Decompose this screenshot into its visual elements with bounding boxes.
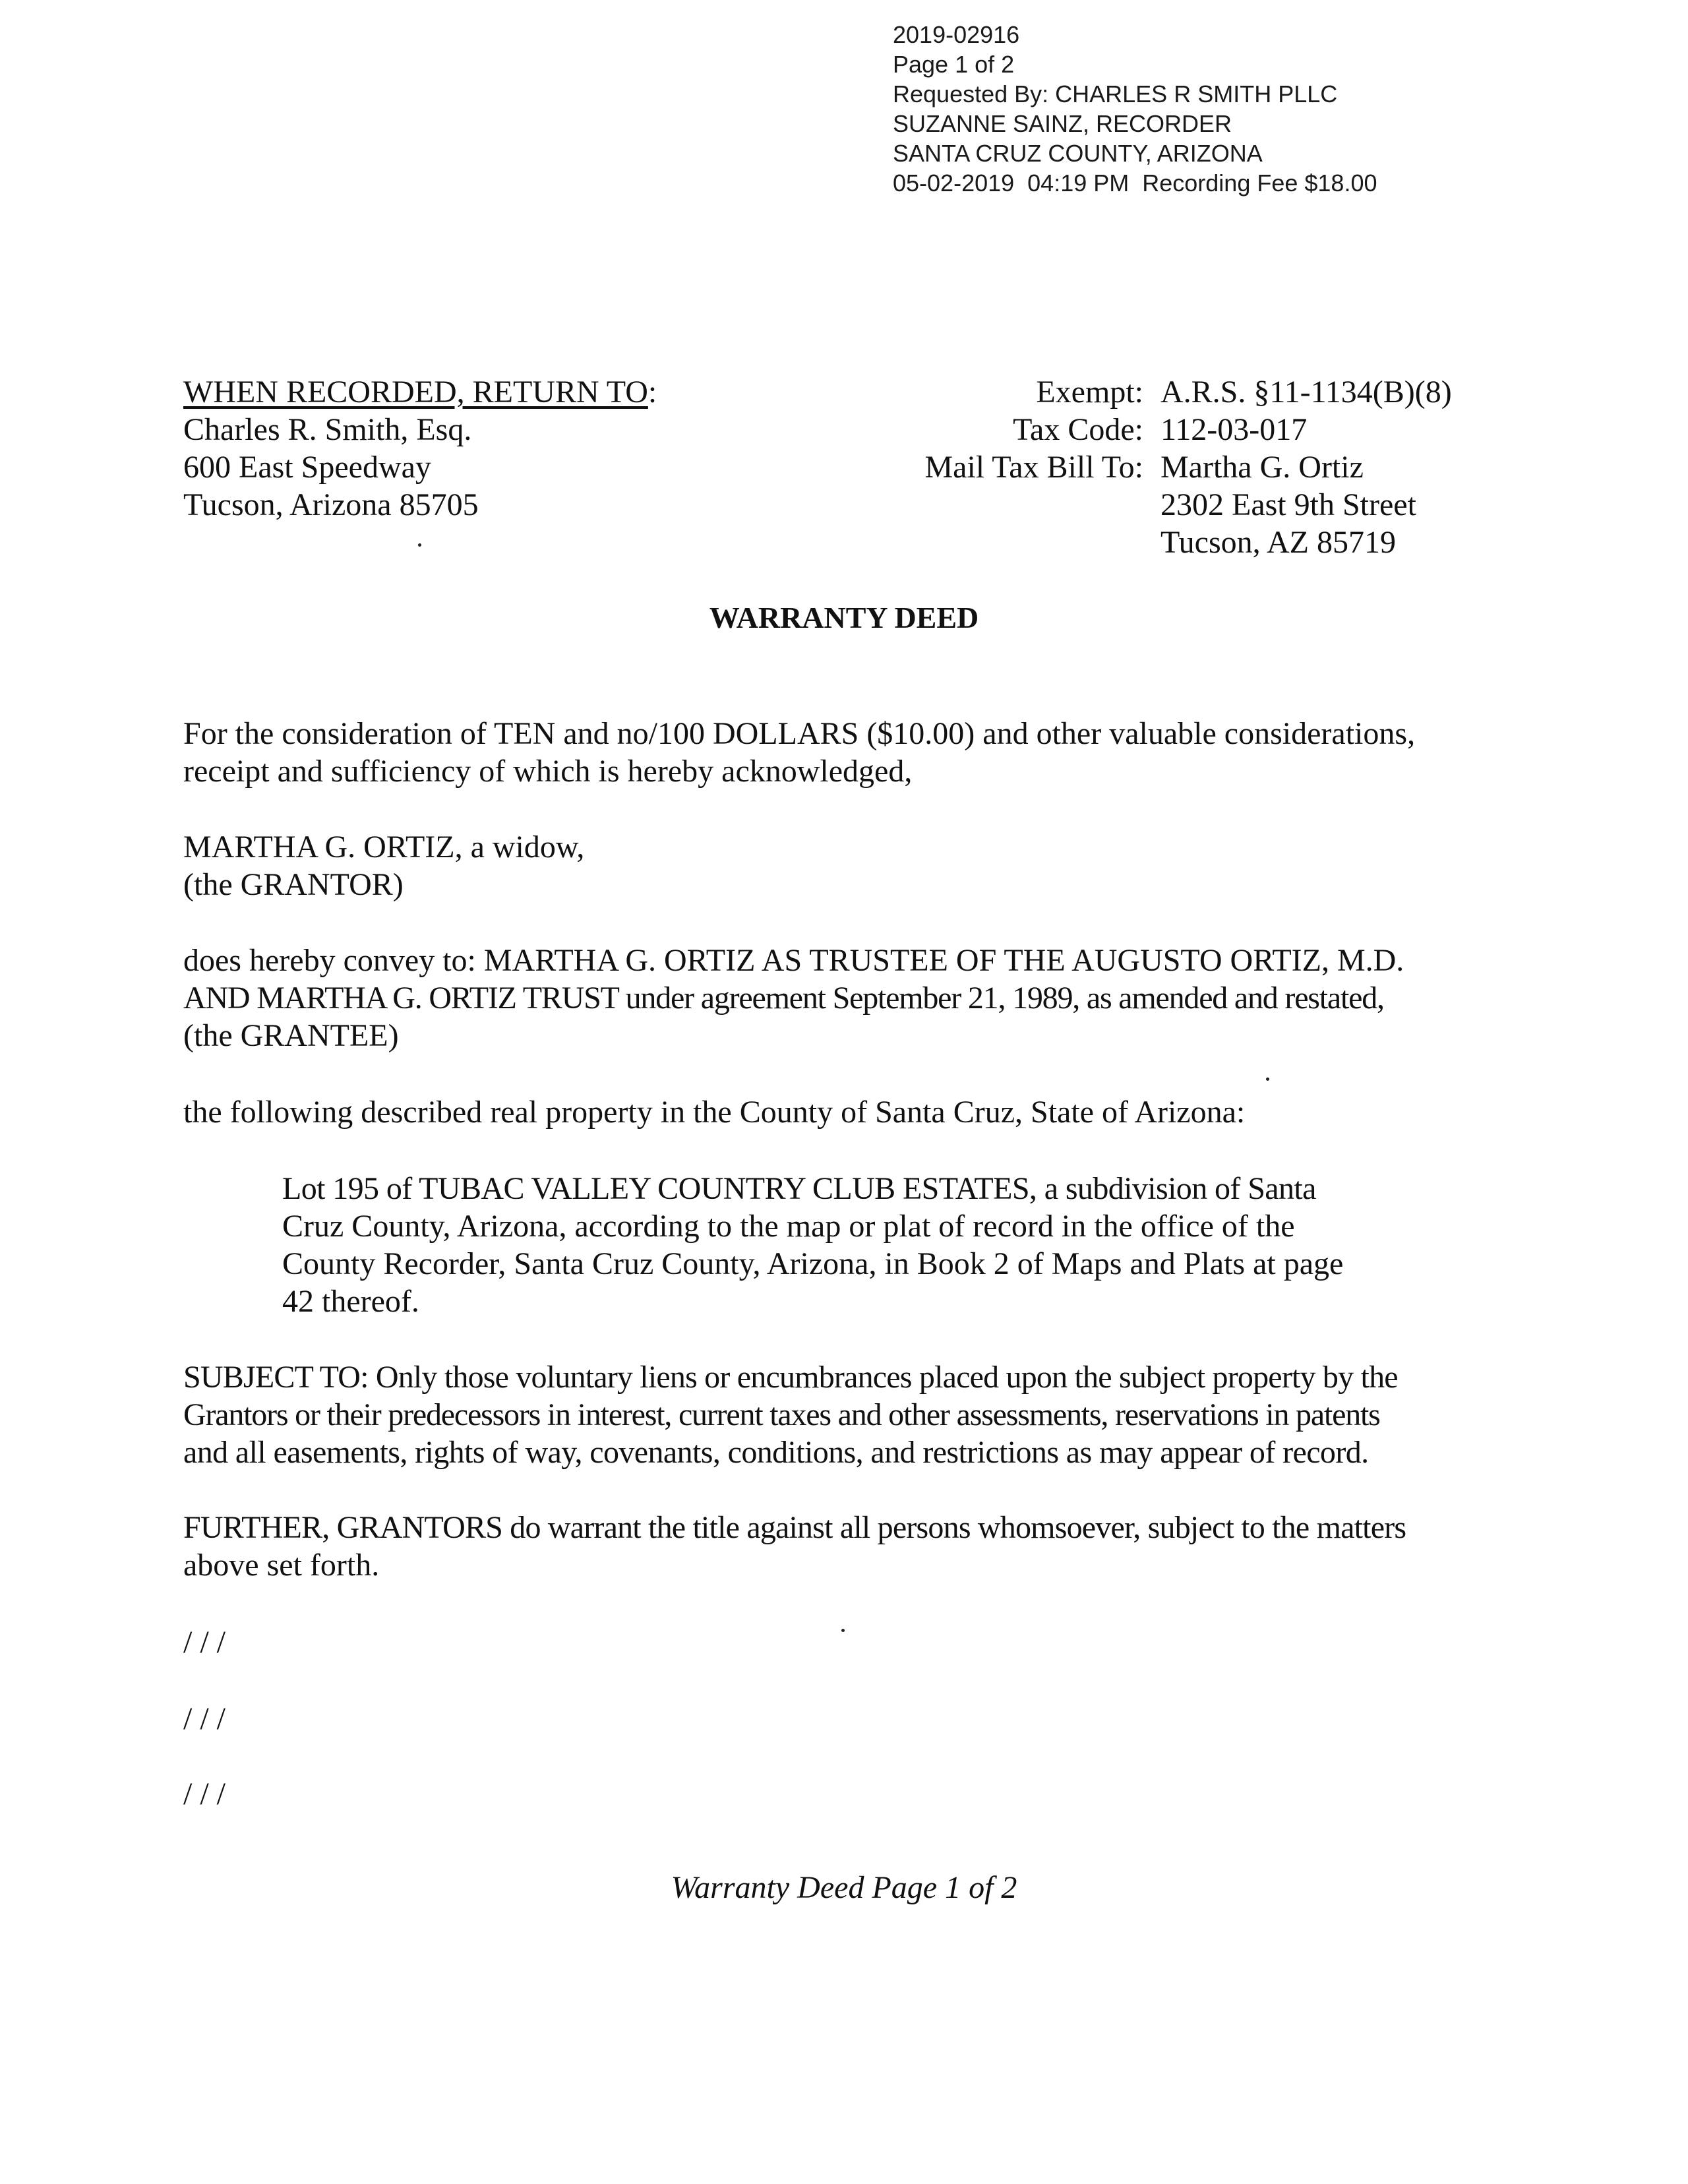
requested-by: Requested By: CHARLES R SMITH PLLC bbox=[893, 80, 1338, 107]
grantee-line: AND MARTHA G. ORTIZ TRUST under agreement September 21, 1989, as amended and restated, bbox=[183, 981, 1384, 1016]
tax-info-block bbox=[897, 373, 1477, 561]
scan-speck bbox=[841, 1629, 845, 1632]
continuation-mark: / / / bbox=[183, 1776, 226, 1811]
recorder-name: SUZANNE SAINZ, RECORDER bbox=[893, 110, 1232, 137]
scan-speck bbox=[1266, 1077, 1269, 1081]
exempt-label: Exempt: bbox=[1036, 375, 1143, 410]
stamp-page-count: Page 1 of 2 bbox=[893, 51, 1015, 78]
property-intro: the following described real property in the County of Santa Cruz, State of Arizona: bbox=[183, 1095, 1246, 1130]
subject-to-line: SUBJECT TO: Only those voluntary liens or encumbrances placed upon the subject property by the bbox=[183, 1360, 1398, 1395]
document-title: WARRANTY DEED bbox=[709, 601, 979, 634]
mail-tax-city: Tucson, AZ 85719 bbox=[1160, 525, 1396, 560]
grantee-role: (the GRANTEE) bbox=[183, 1018, 399, 1053]
grantor-role: (the GRANTOR) bbox=[183, 867, 404, 902]
tax-code-row bbox=[897, 411, 1477, 448]
further-line: above set forth. bbox=[183, 1548, 380, 1583]
consideration-line: receipt and sufficiency of which is hereby acknowledged, bbox=[183, 754, 913, 789]
tax-code-value: 112-03-017 bbox=[1160, 412, 1308, 447]
recording-stamp bbox=[893, 20, 1377, 198]
mail-tax-street: 2302 East 9th Street bbox=[1160, 487, 1416, 522]
consideration-line: For the consideration of TEN and no/100 DOLLARS ($10.00) and other valuable considerations, bbox=[183, 716, 1416, 751]
recording-datetime-fee: 05-02-2019 04:19 PM Recording Fee $18.00 bbox=[893, 169, 1377, 197]
grantor-name: MARTHA G. ORTIZ, a widow, bbox=[183, 830, 585, 864]
grantee-paragraph bbox=[183, 942, 1495, 1054]
return-to-street: 600 East Speedway bbox=[183, 450, 431, 485]
consideration-paragraph bbox=[183, 715, 1495, 790]
further-line: FURTHER, GRANTORS do warrant the title against all persons whomsoever, subject to the matters bbox=[183, 1510, 1406, 1545]
legal-description-line: Lot 195 of TUBAC VALLEY COUNTRY CLUB ESTATES, a subdivision of Santa bbox=[282, 1171, 1316, 1206]
legal-description-line: 42 thereof. bbox=[282, 1284, 419, 1319]
subject-to-paragraph bbox=[183, 1358, 1495, 1471]
return-to-heading-line bbox=[183, 373, 657, 411]
return-to-colon: : bbox=[648, 375, 657, 410]
page-footer: Warranty Deed Page 1 of 2 bbox=[671, 1870, 1017, 1905]
grantor-paragraph bbox=[183, 828, 1495, 903]
further-paragraph bbox=[183, 1509, 1495, 1584]
subject-to-line: and all easements, rights of way, covenants, conditions, and restrictions as may appear of record. bbox=[183, 1435, 1369, 1470]
scan-speck bbox=[418, 543, 421, 547]
tax-code-label: Tax Code: bbox=[1013, 412, 1143, 447]
return-to-block bbox=[183, 373, 657, 524]
mail-tax-label: Mail Tax Bill To: bbox=[924, 450, 1143, 485]
mail-tax-name: Martha G. Ortiz bbox=[1160, 450, 1364, 485]
legal-description bbox=[282, 1170, 1403, 1320]
legal-description-line: Cruz County, Arizona, according to the map or plat of record in the office of the bbox=[282, 1209, 1295, 1244]
exempt-value: A.R.S. §11-1134(B)(8) bbox=[1160, 375, 1452, 410]
subject-to-line: Grantors or their predecessors in interest, current taxes and other assessments, reservations in patents bbox=[183, 1397, 1380, 1432]
return-to-city: Tucson, Arizona 85705 bbox=[183, 487, 479, 522]
mail-city-row bbox=[897, 524, 1477, 561]
mail-tax-row bbox=[897, 448, 1477, 486]
recorder-county: SANTA CRUZ COUNTY, ARIZONA bbox=[893, 140, 1263, 167]
legal-description-line: County Recorder, Santa Cruz County, Arizona, in Book 2 of Maps and Plats at page bbox=[282, 1246, 1344, 1281]
document-number: 2019-02916 bbox=[893, 21, 1020, 48]
exempt-row bbox=[897, 373, 1477, 411]
return-to-name: Charles R. Smith, Esq. bbox=[183, 412, 472, 447]
continuation-mark: / / / bbox=[183, 1625, 226, 1660]
mail-street-row bbox=[897, 486, 1477, 524]
grantee-line: does hereby convey to: MARTHA G. ORTIZ AS TRUSTEE OF THE AUGUSTO ORTIZ, M.D. bbox=[183, 943, 1404, 978]
continuation-mark: / / / bbox=[183, 1701, 226, 1736]
return-to-heading: WHEN RECORDED, RETURN TO bbox=[183, 375, 648, 410]
